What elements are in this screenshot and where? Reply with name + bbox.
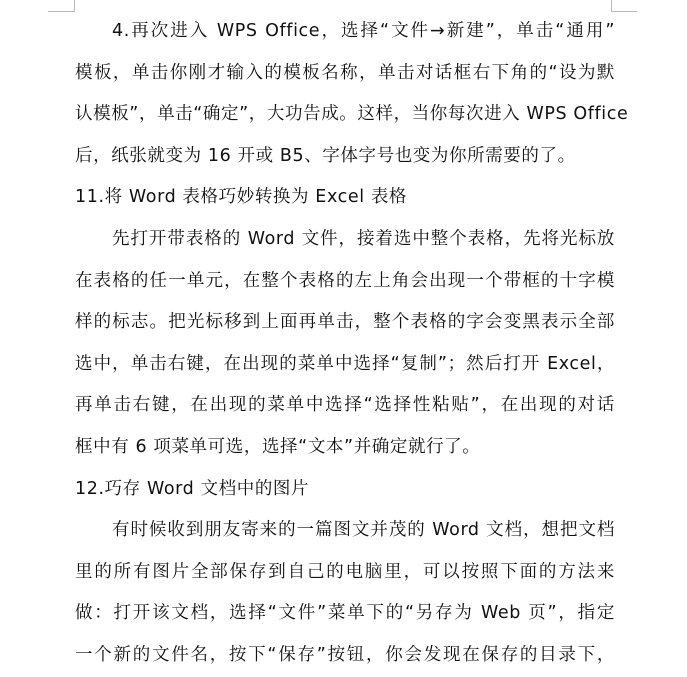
- paragraph-section-12: [75, 510, 615, 676]
- section-heading-12: 12.巧存 Word 文档中的图片: [75, 478, 310, 499]
- text-line: 里的所有图片全部保存到自己的电脑里，可以按照下面的方法来: [75, 561, 615, 582]
- text-line: 框中有 6 项菜单可选，选择“文本”并确定就行了。: [75, 436, 481, 457]
- text-line: 在表格的任一单元，在整个表格的左上角会出现一个带框的十字模: [75, 270, 615, 291]
- section-heading-11: 11.将 Word 表格巧妙转换为 Excel 表格: [75, 187, 408, 208]
- text-line: 一个新的文件名，按下“保存”按钮，你会发现在保存的目录下，: [75, 644, 615, 665]
- text-line: 4.再次进入 WPS Office，选择“文件→新建”，单击“通用”: [112, 21, 615, 41]
- text-line: 样的标志。把光标移到上面再单击，整个表格的字会变黑表示全部: [75, 312, 615, 333]
- text-line: 做：打开该文档，选择“文件”菜单下的“另存为 Web 页”，指定: [75, 603, 615, 624]
- text-line: 模板，单击你刚才输入的模板名称，单击对话框右下角的“设为默: [75, 62, 615, 83]
- text-line: 后，纸张就变为 16 开或 B5、字体字号也变为你所需要的了。: [75, 145, 576, 166]
- text-line: 再单击右键，在出现的菜单中选择“选择性粘贴”，在出现的对话: [75, 395, 615, 416]
- page-margin-corner-top-left: [48, 0, 75, 12]
- paragraph-step-4: [75, 11, 629, 177]
- paragraph-section-11: [75, 219, 615, 469]
- text-line: 认模板”，单击“确定”，大功告成。这样，当你每次进入 WPS Office: [75, 104, 629, 125]
- text-line: 选中，单击右键，在出现的菜单中选择“复制”；然后打开 Excel，: [75, 353, 615, 374]
- document-page-body[interactable]: [75, 11, 629, 677]
- text-line: 先打开带表格的 Word 文件，接着选中整个表格，先将光标放: [112, 228, 615, 249]
- text-line: 有时候收到朋友寄来的一篇图文并茂的 Word 文档，想把文档: [112, 520, 615, 541]
